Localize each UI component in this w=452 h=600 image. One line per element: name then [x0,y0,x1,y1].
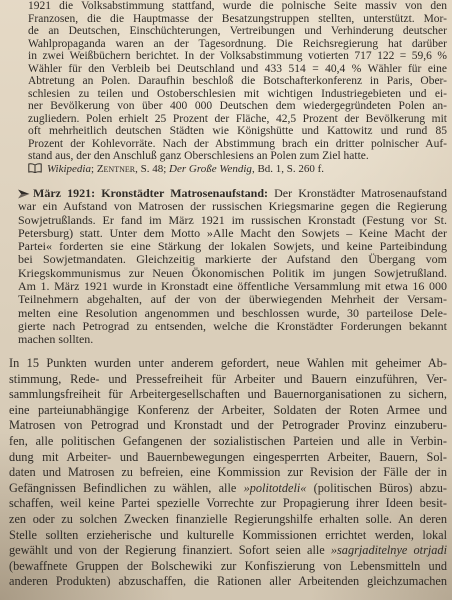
entry-heading: März 1921: Kronstädter Matrosenaufstand: [33,186,269,200]
text-line: Abtretung an Polen. Daraufhin beschloß die Botschafterkonferenz in Paris, Ober- [28,75,447,87]
text-line: Prozent der Kohlevorräte. Nach der Abstimmung brach ein dritter polnischer Auf- [28,137,447,150]
text-line: in zwei Weißbüchern berichtet. In der Volksabstimmung votierten 717 122 = 59,6 % [28,50,447,62]
text-line [18,187,447,200]
text-line: zugliedern. Polen erhielt 25 Prozent der Fläche, 42,5 Prozent der Bevölkerung mit [28,112,447,125]
text-line: melten eine Resolution angenommen und beschlossen wurde, 30 parteilose Dele- [18,305,447,320]
text-segment: ; [91,162,97,175]
text-line: Kriegskommunismus zur Neuen Ökonomischen Politik im jungen Sowjetrußland. [18,265,447,280]
text-line: Am 1. März 1921 wurde in Kronstadt eine öffentliche Versammlung mit etwa 16 000 [18,279,447,294]
text-line: Petersburg) statt. Unter dem Motto »Alle Macht den Sowjets – Keine Macht der [18,225,447,240]
source-citation [28,163,447,176]
text-line: Stelle sollten erzieherische und kulturelle Kommissionen errichtet werden, lokal [9,527,447,542]
text-segment: Gefängnissen Befindlichen zu wählen, alle [9,480,244,495]
text-line: fen, alle politischen Gefangenen der sozialistischen Parteien und alle in Verbin- [9,433,447,448]
text-line: Teilnehmern abgehalten, auf der von der überwiegenden Mehrheit der Versam- [18,292,447,307]
text-line: stimmung, Rede- und Pressefreiheit für Arbeiter und Bauern einzuführen, Ver- [9,371,447,386]
text-line: dung mit Arbeiter- und Bauernbewegungen eingesperrten Arbeiter, Bauern, Sol- [9,449,447,464]
text-line: schaffen, weil keine Partei spezielle Vorrechte zur Propagierung ihrer Ideen besit- [9,496,447,511]
text-line: machen sollten. [18,332,94,347]
text-line: daten und Matrosen zu befreien, eine Kommission zur Revision der Fälle der in [9,465,447,480]
text-line: zen oder zu solchen Zwecken finanzielle Regierungshilfe erhalten solle. An deren [9,511,447,526]
text-line [9,543,447,559]
italic-term: Der Große Wendig [169,162,252,175]
text-segment: gewählt und von der Regierung finanziert. Sofort seien alle [9,543,331,558]
italic-term: »politotdeli« [243,480,307,495]
text-line: anderen Produkten) abzuschaffen, die Rationen aller Arbeitenden gleichzumachen [9,574,447,589]
text-line: Wähler für den Verbleib bei Deutschland und 433 514 = 40,4 % Wähler für eine [28,62,447,75]
text-line: de an Deutschen, Einschüchterungen, Vertreibungen und Verhinderung deutscher [28,25,447,37]
italic-term: »sagrjaditelnye otrjadi [330,543,447,558]
text-line: ner Bevölkerung von über 400 000 Deutschen dem wiedergegründeten Polen an- [28,100,447,112]
text-line: Partei« forderten sie eine Stärkung der lokalen Sowjets, und keine Parteibindung [18,239,447,254]
text-segment: , S. 48; [135,162,170,175]
demands-section [9,356,447,590]
text-line: eine parteiunabhängige Konferenz der Arbeiter, Soldaten der Roten Armee und [9,402,447,417]
text-line: (bewaffnete Gruppen der Bolschewiki zur Konfiszierung von Lebensmitteln und [9,558,447,573]
text-line: schlesien zu teilen und Ostoberschlesien mit wichtigen Industriegebieten und ei- [28,87,447,100]
text-line [9,481,447,497]
text-line: gierte nach Petrograd zu entsenden, welche die Kronstädter Forderungen bekannt [18,318,447,333]
text-line: oft mehrheitlich deutschen Städten wie Königshütte und Kattowitz und rund 85 [28,125,447,137]
text-line: 1921 die Volksabstimmung stattfand, wurde die polnische Seite massiv von den [28,0,447,12]
book-icon [28,163,42,173]
text-segment: Der Kronstädter Matrosenaufstand [268,186,447,200]
text-line: sammlungsfreiheit für Arbeitergesellschaften und Bauernorganisationen zu sichern, [9,387,447,402]
author-name: Zentner [96,162,136,175]
text-line: In 15 Punkten wurden unter anderem gefordert, neue Wahlen mit geheimer Ab- [9,356,447,370]
text-line: stand aus, der den Anschluß ganz Oberschlesiens an Polen zum Ziel hatte. [28,150,369,162]
volksabstimmung-paragraph [28,0,447,163]
text-line: bei Sowjetmandaten. Gleichzeitig markierte der Aufstand den Übergang vom [18,252,447,267]
kronstadt-entry-paragraph [18,187,447,347]
text-segment: , Bd. 1, S. 260 f. [251,162,325,175]
arrowhead-icon [18,189,30,199]
text-line: Franzosen, die die Hauptmasse der Besatzungstruppen stellten, unterstützt. Mor- [28,12,447,25]
continued-section [28,0,447,175]
kronstadt-entry [18,187,447,347]
italic-term: Wikipedia [47,162,91,175]
text-line: war ein Aufstand von Matrosen der russischen Kriegsmarine gegen die Regierung [18,199,447,214]
text-line: Wahlpropaganda waren an der Tagesordnung. Die Reichsregierung hat darüber [28,37,447,50]
text-line: Matrosen von Petrograd und Kronstadt und der Petrograder Provinz einzuberu- [9,418,447,433]
fifteen-points-paragraph [9,356,447,590]
text-segment: (politischen Büros) abzu- [306,480,447,495]
text-line: Sowjetrußlands. Er fand im März 1921 im russischen Kronstadt (Festung vor St. [18,212,447,227]
citation-text [47,163,324,175]
